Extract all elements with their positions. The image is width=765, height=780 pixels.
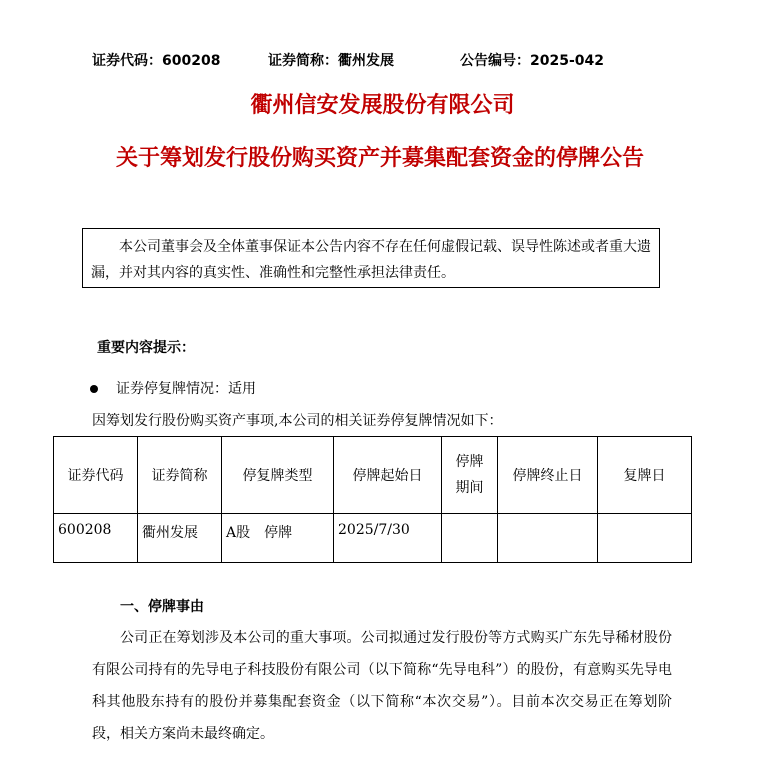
table-header-cell: 停牌终止日	[498, 437, 598, 514]
company-name: 衢州信安发展股份有限公司	[250, 93, 515, 118]
table-cell: 衢州发展	[138, 514, 222, 563]
table-header-cell: 证券代码	[54, 437, 138, 514]
suspension-table	[53, 436, 692, 563]
table-cell	[598, 514, 692, 563]
table-header-cell: 复牌日	[598, 437, 692, 514]
security-abbreviation: 证券简称：衢州发展	[268, 53, 394, 69]
table-header-cell: 停牌起始日	[334, 437, 442, 514]
declaration-text: 本公司董事会及全体董事保证本公告内容不存在任何虚假记载、误导性陈述或者重大遗漏，并对其内容的真实性、准确性和完整性承担法律责任。	[91, 239, 651, 281]
section-body	[92, 622, 672, 750]
table-header-cell: 停牌期间	[442, 437, 498, 514]
section-heading: 一、停牌事由	[120, 599, 204, 615]
bullet-text: 证券停复牌情况：适用	[116, 381, 256, 397]
intro-text: 因筹划发行股份购买资产事项,本公司的相关证券停复牌情况如下：	[92, 413, 503, 429]
table-cell: 2025/7/30	[334, 514, 442, 563]
bullet-icon	[90, 385, 98, 393]
announcement-title: 关于筹划发行股份购买资产并募集配套资金的停牌公告	[115, 146, 644, 171]
table-cell	[442, 514, 498, 563]
table-cell: 600208	[54, 514, 138, 563]
section-paragraph: 公司正在筹划涉及本公司的重大事项。公司拟通过发行股份等方式购买广东先导稀材股份有限公司持有的先导电子科技股份有限公司（以下简称“先导电科”）的股份，有意购买先导电科其他股东持有的股份并募集配套资金（以下简称“本次交易”）。目前本次交易正在筹划阶段，相关方案尚未最终确定。	[92, 630, 672, 742]
security-code: 证券代码：600208	[92, 53, 221, 69]
table-header-cell: 证券简称	[138, 437, 222, 514]
table-cell: A股 停牌	[222, 514, 334, 563]
declaration-box	[82, 228, 660, 288]
key-points-heading: 重要内容提示：	[97, 340, 195, 356]
table-cell	[498, 514, 598, 563]
bullet-item	[90, 378, 256, 398]
table-header-row	[54, 437, 692, 514]
announcement-number: 公告编号：2025-042	[460, 53, 604, 69]
table-header-cell: 停复牌类型	[222, 437, 334, 514]
table-row	[54, 514, 692, 563]
